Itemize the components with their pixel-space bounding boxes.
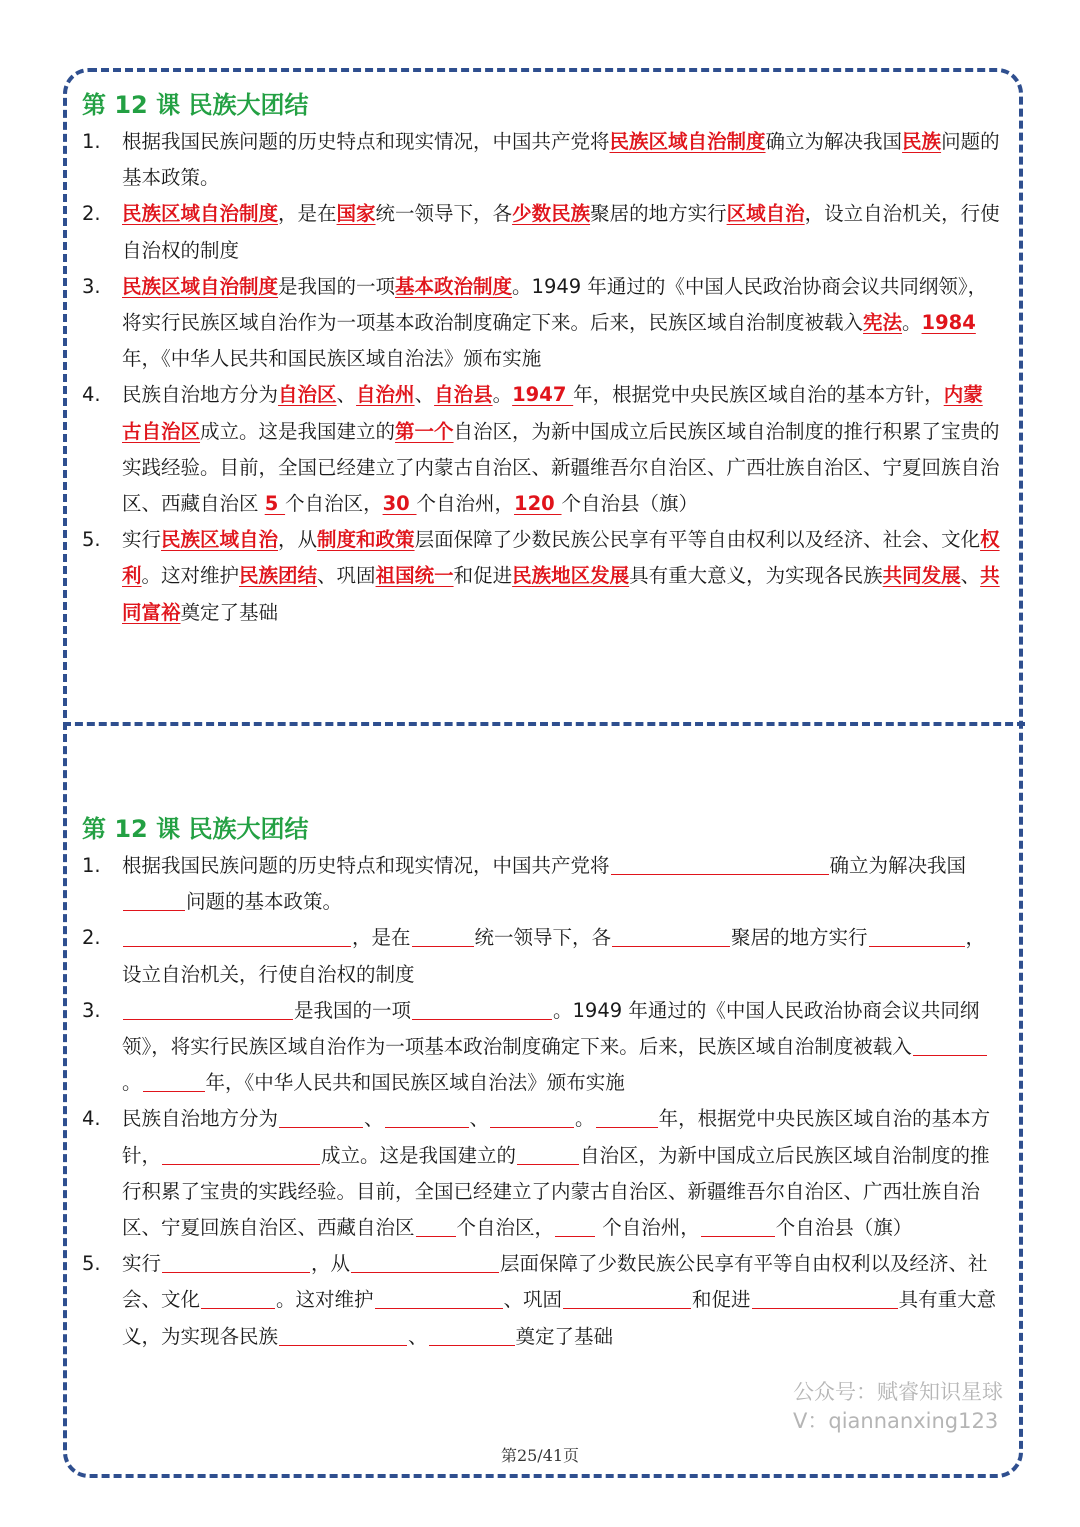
keyword: 民族 [902, 130, 942, 153]
keyword: 30 [382, 492, 417, 516]
list-item [82, 920, 1002, 992]
section-exercise [82, 810, 1002, 1355]
text-run: 根据我国民族问题的历史特点和现实情况，中国共产党将 [122, 854, 610, 877]
text-run: 问题的基本政策。 [186, 890, 343, 914]
fill-in-blank[interactable] [123, 886, 185, 911]
list-item [82, 522, 1002, 631]
text-run: 实行 [122, 1252, 162, 1276]
text-run: ，设立自治机关，行使自治权的制度 [122, 202, 1000, 262]
fill-in-blank[interactable] [123, 922, 351, 947]
item-number: 4. [82, 383, 101, 407]
text-run: 、 [469, 1107, 490, 1131]
text-run: 聚居的地方实行 [731, 926, 868, 950]
keyword: 国家 [336, 202, 376, 226]
text-run: 确立为解决我国 [765, 130, 903, 153]
fill-in-blank[interactable] [701, 1212, 775, 1237]
text-run: 个自治州， [416, 492, 515, 516]
text-run: 成立。这是我国建立的 [200, 419, 396, 443]
section-title: 第 12 课 民族大团结 [82, 815, 309, 843]
fill-in-blank[interactable] [612, 922, 730, 947]
text-run: 根据我国民族问题的历史特点和现实情况，中国共产党将 [122, 130, 610, 153]
text-run: 年，《中华人民共和国民族区域自治法》颁布实施 [205, 1071, 625, 1095]
text-run: 、 [960, 564, 981, 588]
text-run: 年，根据党中央民族区域自治的基本方针， [122, 1107, 991, 1167]
keyword: 内蒙古自治区 [122, 383, 983, 443]
keyword: 自治区 [278, 383, 337, 407]
text-run: 年，《中华人民共和国民族区域自治法》颁布实施 [122, 347, 542, 371]
text-run: 层面保障了少数民族公民享有平等自由权利以及经济、社会、文化 [122, 1252, 988, 1312]
fill-in-blank[interactable] [412, 995, 552, 1020]
fill-in-blank[interactable] [596, 1103, 658, 1128]
keyword: 5 [264, 492, 286, 516]
keyword: 1984 [921, 311, 976, 335]
keyword: 少数民族 [512, 202, 591, 226]
fill-in-blank[interactable] [375, 1284, 503, 1309]
fill-in-blank[interactable] [869, 922, 965, 947]
list-item [82, 269, 1002, 378]
fill-in-blank[interactable] [201, 1284, 275, 1309]
section-title: 第 12 课 民族大团结 [82, 91, 309, 119]
list-item [82, 196, 1002, 268]
text-run: 奠定了基础 [515, 1324, 614, 1348]
text-run: 民族自治地方分为 [122, 1107, 279, 1131]
item-number: 1. [82, 130, 101, 153]
fill-in-blank[interactable] [490, 1103, 574, 1128]
keyword: 1947 [512, 383, 574, 407]
watermark-line-1: 公众号：赋睿知识星球 [793, 1380, 1003, 1404]
fill-in-blank[interactable] [143, 1067, 205, 1092]
text-run: 、 [414, 383, 435, 407]
section-answers [82, 86, 1002, 631]
text-run: 具有重大意义，为实现各民族 [122, 1288, 997, 1348]
text-run: 是我国的一项 [278, 274, 396, 298]
item-number: 3. [82, 274, 101, 298]
text-run: 、巩固 [503, 1288, 563, 1312]
list-item [82, 1101, 1002, 1246]
list-item [82, 848, 1002, 920]
fill-in-blank[interactable] [416, 1212, 456, 1237]
keyword: 民族地区发展 [512, 564, 630, 588]
watermark-line-2: V：qiannanxing123 [793, 1409, 999, 1433]
fill-in-blank[interactable] [385, 1103, 469, 1128]
text-run: 、 [336, 383, 357, 407]
text-run: 自治区，为新中国成立后民族区域自治制度的推行积累了宝贵的实践经验。目前，全国已经建立了内蒙古自治区、新疆维吾尔自治区、广西壮族自治区、宁夏回族自治区、西藏自治区 [122, 1143, 990, 1240]
page-number: 第25/41页 [500, 1446, 580, 1465]
text-run: 。 [575, 1107, 595, 1131]
text-run: ，是在 [278, 202, 337, 226]
text-run: 。这对维护 [141, 564, 240, 588]
item-number: 5. [82, 1252, 101, 1276]
answer-list [82, 124, 1002, 631]
text-run: 个自治区， [285, 492, 383, 516]
item-number: 4. [82, 1107, 101, 1131]
keyword: 共同富裕 [122, 564, 1000, 624]
text-run: 具有重大意义，为实现各民族 [629, 564, 883, 588]
item-number: 3. [82, 998, 101, 1022]
text-run: 层面保障了少数民族公民享有平等自由权利以及经济、社会、文化 [414, 528, 981, 552]
text-run: 统一领导下，各 [474, 926, 612, 950]
list-item [82, 1246, 1002, 1355]
text-run: ，设立自治机关，行使自治权的制度 [122, 926, 986, 986]
fill-in-blank[interactable] [913, 1031, 987, 1056]
keyword: 区域自治 [726, 202, 805, 226]
keyword: 自治州 [356, 383, 415, 407]
keyword: 基本政治制度 [395, 274, 513, 298]
text-run: 。这对维护 [276, 1288, 374, 1312]
text-run: 和促进 [453, 564, 513, 588]
text-run: 。1949 年通过的《中国人民政治协商会议共同纲领》，将实行民族区域自治作为一项基本政治制度确定下来。后来，民族区域自治制度被载入 [122, 274, 988, 335]
text-run: 年，根据党中央民族区域自治的基本方针， [573, 383, 944, 407]
exercise-list [82, 848, 1002, 1355]
fill-in-blank[interactable] [611, 850, 829, 875]
keyword: 民族区域自治制度 [609, 130, 766, 153]
text-run: 统一领导下，各 [375, 202, 513, 226]
text-run: 民族自治地方分为 [122, 383, 279, 407]
text-run: 是我国的一项 [294, 998, 412, 1022]
list-item [82, 124, 1002, 196]
fill-in-blank[interactable] [162, 1248, 310, 1273]
text-run: 聚居的地方实行 [590, 202, 727, 226]
item-number: 1. [82, 854, 101, 877]
item-number: 2. [82, 926, 101, 950]
fill-in-blank[interactable] [279, 1103, 363, 1128]
text-run: 成立。这是我国建立的 [321, 1143, 517, 1167]
text-run: 。 [902, 311, 922, 335]
keyword: 民族区域自治制度 [122, 274, 279, 298]
fill-in-blank[interactable] [563, 1284, 691, 1309]
keyword: 共同发展 [882, 564, 961, 588]
text-run: 个自治县（旗） [561, 492, 699, 516]
fill-in-blank[interactable] [517, 1140, 579, 1165]
fill-in-blank[interactable] [351, 1248, 499, 1273]
keyword: 民族区域自治制度 [122, 202, 279, 226]
item-number: 5. [82, 528, 101, 552]
fill-in-blank[interactable] [429, 1321, 515, 1346]
text-run: 奠定了基础 [180, 600, 279, 624]
fill-in-blank[interactable] [412, 922, 474, 947]
list-item [82, 377, 1002, 522]
fill-in-blank[interactable] [162, 1140, 320, 1165]
keyword: 民族区域自治 [161, 528, 279, 552]
text-run: 个自治州， [596, 1216, 700, 1240]
text-run: 个自治区， [456, 1216, 555, 1240]
fill-in-blank[interactable] [752, 1284, 898, 1309]
fill-in-blank[interactable] [123, 995, 293, 1020]
text-run: 、 [408, 1324, 428, 1348]
keyword: 第一个 [395, 419, 454, 443]
text-run: ，从 [278, 528, 318, 552]
list-item [82, 993, 1002, 1102]
fill-in-blank[interactable] [279, 1321, 407, 1346]
keyword: 自治县 [434, 383, 493, 407]
keyword: 120 [514, 492, 562, 516]
text-run: 确立为解决我国 [829, 854, 967, 877]
text-run: ，从 [311, 1252, 351, 1276]
keyword: 权利 [122, 528, 1000, 588]
text-run: ，是在 [352, 926, 411, 950]
keyword: 民族团结 [239, 564, 318, 588]
text-run: 实行 [122, 528, 162, 552]
text-run: 。 [492, 383, 513, 407]
fill-in-blank[interactable] [555, 1212, 595, 1237]
text-run: 问题的基本政策。 [122, 130, 1000, 190]
text-run: 。1949 年通过的《中国人民政治协商会议共同纲领》，将实行民族区域自治作为一项基本政治制度确定下来。后来，民族区域自治制度被载入 [122, 998, 980, 1059]
text-run: 。 [122, 1071, 142, 1095]
keyword: 制度和政策 [317, 528, 415, 552]
item-number: 2. [82, 202, 101, 226]
text-run: 个自治县（旗） [775, 1216, 913, 1240]
text-run: 和促进 [692, 1288, 751, 1312]
keyword: 宪法 [863, 311, 903, 335]
text-run: 、巩固 [317, 564, 376, 588]
text-run: 、 [364, 1107, 384, 1131]
keyword: 祖国统一 [375, 564, 454, 588]
section-divider [63, 722, 1025, 726]
text-run: 自治区，为新中国成立后民族区域自治制度的推行积累了宝贵的实践经验。目前，全国已经建立了内蒙古自治区、新疆维吾尔自治区、广西壮族自治区、宁夏回族自治区、西藏自治区 [122, 419, 1000, 516]
